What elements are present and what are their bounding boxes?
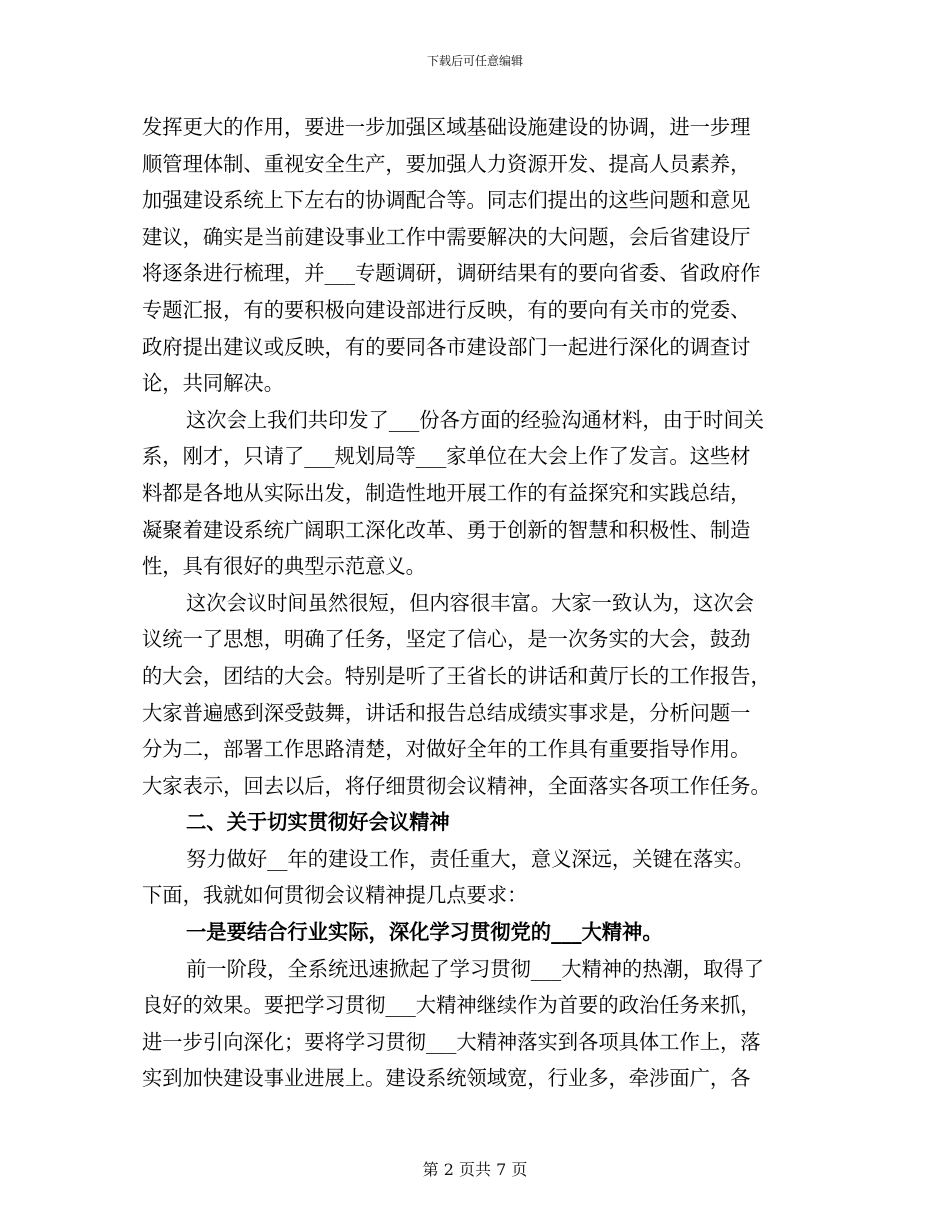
paragraph-line: 专题汇报，有的要积极向建设部进行反映，有的要向有关市的党委、 — [142, 297, 751, 322]
paragraph-line: 大家普遍感到深受鼓舞，讲话和报告总结成绩实事求是，分析问题一 — [142, 700, 751, 725]
paragraph-line: 将逐条进行梳理，并___专题调研，调研结果有的要向省委、省政府作 — [142, 261, 761, 286]
page-number: 第 2 页共 7 页 — [422, 1160, 528, 1179]
paragraph-line: 性，具有很好的典型示范意义。 — [142, 554, 426, 579]
paragraph-line: 努力做好__年的建设工作，责任重大，意义深远，关键在落实。 — [186, 846, 754, 871]
paragraph-line: 大家表示，回去以后，将仔细贯彻会议精神，全面落实各项工作任务。 — [142, 773, 771, 798]
paragraph-line: 系，刚才，只请了___规划局等___家单位在大会上作了发言。这些材 — [142, 444, 751, 469]
paragraph-line: 议统一了思想，明确了任务，坚定了信心，是一次务实的大会，鼓劲 — [142, 627, 751, 652]
paragraph-line: 这次会上我们共印发了___份各方面的经验沟通材料，由于时间关 — [186, 407, 765, 432]
paragraph-line: 论，共同解决。 — [142, 371, 284, 396]
paragraph-line: 发挥更大的作用，要进一步加强区域基础设施建设的协调，进一步理 — [142, 115, 751, 139]
paragraph-line: 分为二，部署工作思路清楚，对做好全年的工作具有重要指导作用。 — [142, 737, 751, 762]
paragraph-line: 建议，确实是当前建设事业工作中需要解决的大问题，会后省建设厅 — [142, 224, 751, 249]
paragraph-line: 政府提出建议或反映，有的要同各市建设部门一起进行深化的调查讨 — [142, 334, 751, 359]
paragraph-line: 加强建设系统上下左右的协调配合等。同志们提出的这些问题和意见 — [142, 188, 751, 213]
paragraph-line: 顺管理体制、重视安全生产，要加强人力资源开发、提高人员素养， — [142, 151, 751, 176]
paragraph-line: 下面，我就如何贯彻会议精神提几点要求： — [142, 883, 528, 908]
paragraph-line: 料都是各地从实际出发，制造性地开展工作的有益探究和实践总结， — [142, 480, 751, 505]
section-heading: 一是要结合行业实际，深化学习贯彻党的___大精神。 — [186, 920, 663, 945]
paragraph-line: 良好的效果。要把学习贯彻___大精神继续作为首要的政治任务来抓， — [142, 993, 761, 1018]
paragraph-line: 进一步引向深化；要将学习贯彻___大精神落实到各项具体工作上，落 — [142, 1029, 761, 1054]
paragraph-line: 这次会议时间虽然很短，但内容很丰富。大家一致认为，这次会 — [186, 590, 754, 615]
paragraph-line: 凝聚着建设系统广阔职工深化改革、勇于创新的智慧和积极性、制造 — [142, 517, 751, 542]
paragraph-line: 的大会，团结的大会。特别是听了王省长的讲话和黄厅长的工作报告， — [142, 663, 771, 688]
page-header: 下载后可任意编辑 — [426, 54, 523, 68]
paragraph-line: 前一阶段，全系统迅速掀起了学习贯彻___大精神的热潮，取得了 — [186, 956, 765, 981]
document-body — [142, 109, 808, 1097]
section-heading: 二、关于切实贯彻好会议精神 — [186, 810, 450, 835]
paragraph-line: 实到加快建设事业进展上。建设系统领域宽，行业多，牵涉面广，各 — [142, 1066, 751, 1091]
